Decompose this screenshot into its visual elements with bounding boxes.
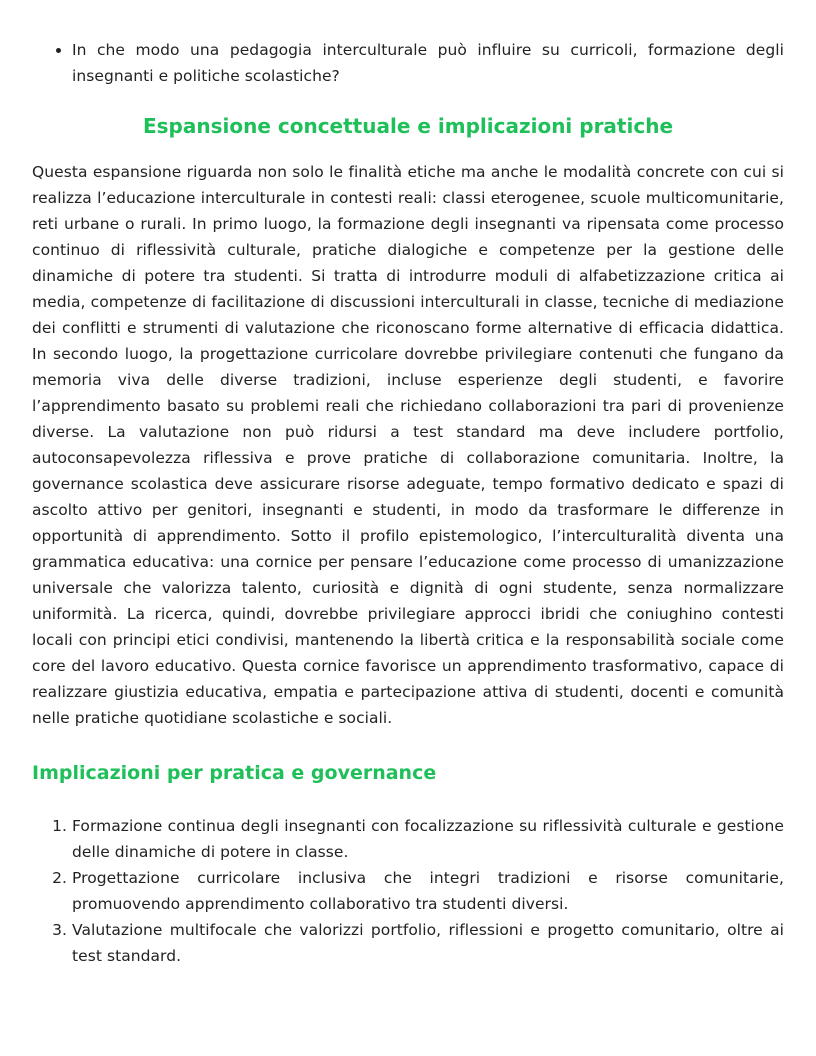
list-item: 2. Progettazione curricolare inclusiva che integri tradizioni e risorse comunitarie, promuovendo apprendimento collaborativo tra studenti diversi. [72,865,784,917]
subsection-heading: Implicazioni per pratica e governance [32,762,437,784]
list-item: • In che modo una pedagogia interculturale può influire su curricoli, formazione degli insegnanti e politiche scolastiche? [72,37,784,89]
list-item: 3. Valutazione multifocale che valorizzi portfolio, riflessioni e progetto comunitario, oltre ai test standard. [72,917,784,969]
question-list [32,37,784,89]
section-heading: Espansione concettuale e implicazioni pratiche [142,114,674,138]
implications-list [32,813,784,969]
list-item: 1. Formazione continua degli insegnanti con focalizzazione su riflessività culturale e gestione delle dinamiche di potere in classe. [72,813,784,865]
body-paragraph: Questa espansione riguarda non solo le finalità etiche ma anche le modalità concrete con cui si realizza l’educazione interculturale in contesti reali: classi eterogenee, scuole multicomunitarie, reti urbane o rurali. In primo luogo, la formazione degli insegnanti va ripensata come processo continuo di riflessività culturale, pratiche dialogiche e competenze per la gestione delle dinamiche di potere tra studenti. Si tratta di introdurre moduli di alfabetizzazione critica ai media, competenze di facilitazione di discussioni interculturali in classe, tecniche di mediazione dei conflitti e strumenti di valutazione che riconoscano forme alternative di efficacia didattica. In secondo luogo, la progettazione curricolare dovrebbe privilegiare contenuti che fungano da memoria viva delle diverse tradizioni, incluse esperienze degli studenti, e favorire l’apprendimento basato su problemi reali che richiedano collaborazioni tra pari di provenienze diverse. La valutazione non può ridursi a test standard ma deve includere portfolio, autoconsapevolezza riflessiva e prove pratiche di collaborazione comunitaria. Inoltre, la governance scolastica deve assicurare risorse adeguate, tempo formativo dedicato e spazi di ascolto attivo per genitori, insegnanti e studenti, in modo da trasformare le differenze in opportunità di apprendimento. Sotto il profilo epistemologico, l’interculturalità diventa una grammatica educativa: una cornice per pensare l’educazione come processo di umanizzazione universale che valorizza talento, curiosità e dignità di ogni studente, senza normalizzare uniformità. La ricerca, quindi, dovrebbe privilegiare approcci ibridi che coniughino contesti locali con principi etici condivisi, mantenendo la libertà critica e la responsabilità sociale come core del lavoro educativo. Questa cornice favorisce un apprendimento trasformativo, capace di realizzare giustizia educativa, empatia e partecipazione attiva di studenti, docenti e comunità nelle pratiche quotidiane scolastiche e sociali. [32,163,784,727]
